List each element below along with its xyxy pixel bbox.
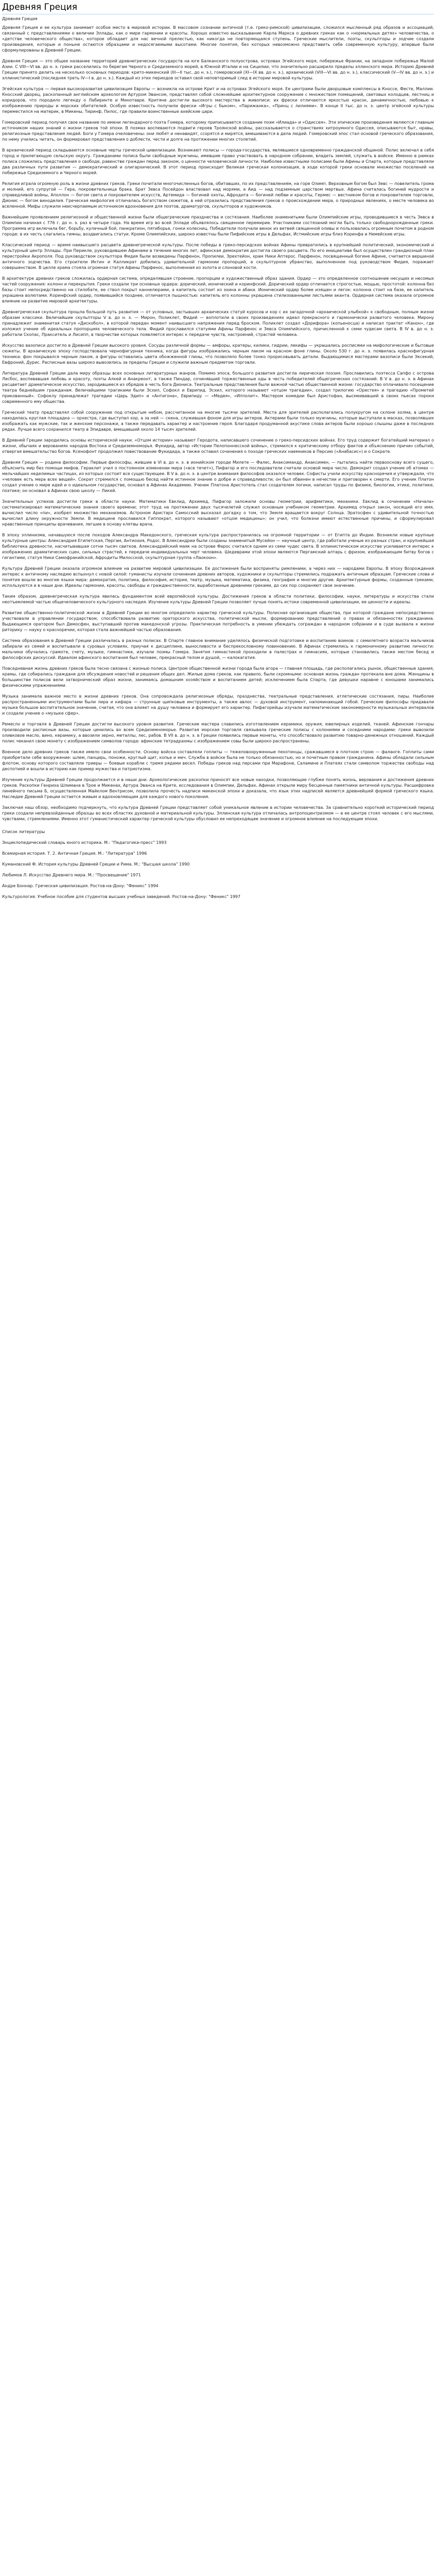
- paragraph: Военное дело древних греков также имело свои особенности. Основу войска составляли гоплиты — тяжеловооруженные пехотинцы, сражавшиеся в плотном строю — фаланге. Гоплиты сами приобретали себе вооружение: шлем, панцирь, поножи, круглый щит, копье и меч. Служба в войске была не только обязанностью, но и почетным правом гражданина. Афины обладали сильным флотом, основу которого составляли триеры — боевые корабли с тремя рядами весел. Победы греков над персами при Марафоне, Саламине и Платеях стали символом торжества свободы над деспотией и вошли в историю как пример мужества и патриотизма.: [2, 750, 434, 771]
- page-title: Древняя Греция: [2, 2, 434, 14]
- paragraph: Религия играла огромную роль в жизни древних греков. Греки почитали многочисленных богов, обитавших, по их представлениям, на горе Олимп. Верховным богом был Зевс — повелитель грома и молний, его супругой — Гера, покровительница брака. Брат Зевса Посейдон властвовал над морями, а Аид — над подземным царством мертвых. Афина считалась богиней мудрости и справедливой войны, Аполлон — богом света и покровителем искусств, Артемида — богиней охоты, Афродита — богиней любви и красоты, Гермес — вестником богов и покровителем торговли, Дионис — богом виноделия. Греческая мифология отличалась богатством сюжетов, в ней отразились представления греков о происхождении мира, о природных явлениях, о месте человека во вселенной. Мифы служили неисчерпаемым источником вдохновения для поэтов, драматургов, скульпторов и художников.: [2, 181, 434, 209]
- references-list: [2, 840, 434, 900]
- paragraph: Важнейшим проявлением религиозной и общественной жизни были общегреческие празднества и состязания. Наиболее знаменитыми были Олимпийские игры, проводившиеся в честь Зевса в Олимпии начиная с 776 г. до н. э. раз в четыре года. На время игр во всей Элладе объявлялось священное перемирие. Участниками состязаний могли быть только свободнорожденные греки. Программа игр включала бег, борьбу, кулачный бой, панкратион, пятиборье, гонки колесниц. Победители получали венок из ветвей священной оливы и пользовались огромным почетом в родном городе: в их честь слагались гимны, воздвигались статуи. Кроме Олимпийских, широко известны были Пифийские игры в Дельфах, Истмийские игры близ Коринфа и Немейские игры.: [2, 215, 434, 236]
- paragraph: Гомеровский период получил свое название по имени легендарного поэта Гомера, которому приписывается создание поэм «Илиада» и «Одиссея». Эти эпические произведения являются главным источником наших знаний о жизни греков той эпохи. В поэмах воспеваются подвиги героев Троянской войны, рассказывается о странствиях хитроумного Одиссея, описываются быт, нравы, религиозные представления людей. Боги у Гомера очеловечены: они любят и ненавидят, ссорятся и мирятся, вмешиваются в дела людей. Гомеровский эпос стал основой греческого образования, по нему учились читать, он формировал представления о доблести, чести и долге на протяжении многих столетий.: [2, 120, 434, 142]
- paragraph: Заключая наш обзор, необходимо подчеркнуть, что культура Древней Греции представляет собой уникальное явление в истории человечества. За сравнительно короткий исторический период греки создали непревзойденные образцы во всех областях духовной и материальной культуры. Эллинская культура отличалась антропоцентризмом — в ее центре стоял человек с его мыслями, чувствами, стремлениями. Именно этот гуманистический характер греческой культуры обусловил ее непреходящее значение и огромное влияние на последующие эпохи.: [2, 805, 434, 821]
- reference-item: Кумановский Ф. История культуры Древней Греции и Рима. М.: "Высшая школа" 1990: [2, 862, 190, 867]
- paragraph: Развитие общественно-политической жизни в Древней Греции во многом определило характер греческой культуры. Полисная организация общества, при которой граждане непосредственно участвовали в управлении государством, способствовала развитию ораторского искусства, политической мысли, формированию представлений о правах и обязанностях гражданина. Выдающимся оратором был Демосфен, выступавший против македонской угрозы. Практическая потребность в умении убеждать сограждан в народном собрании и в суде вызвала к жизни риторику — науку о красноречии, которая стала важнейшей частью образования.: [2, 611, 434, 632]
- paragraph: Классический период — время наивысшего расцвета древнегреческой культуры. После победы в греко-персидских войнах Афины превратились в крупнейший политический, экономический и культурный центр Эллады. При Перикле, руководившем Афинами в течение многих лет, афинская демократия достигла своего расцвета. По его инициативе был осуществлен грандиозный план перестройки Акрополя. Под руководством скульптора Фидия были возведены Парфенон, Пропилеи, Эрехтейон, храм Ники Аптерос. Парфенон, посвященный богине Афине, считается вершиной античного зодчества. Его строители Иктин и Калликрат добились удивительной гармонии пропорций, а скульптурное убранство, выполненное под руководством Фидия, поражает совершенством. В целле храма стояла огромная статуя Афины Парфенос, выполненная из золота и слоновой кости.: [2, 243, 434, 270]
- paragraph: Искусство вазописи достигло в Древней Греции высокого уровня. Сосуды различной формы — амфоры, кратеры, килики, гидрии, лекифы — украшались росписями на мифологические и бытовые сюжеты. В архаическую эпоху господствовала чернофигурная техника, когда фигуры изображались черным лаком на красном фоне глины. Около 530 г. до н. э. появилась краснофигурная техника: фон покрывался черным лаком, а фигуры оставались цвета обожженной глины, что позволяло более тонко прорисовывать детали. Выдающимися мастерами вазописи были Эксекий, Евфроний, Дурис. Расписные вазы широко вывозились за пределы Греции и служили важным предметом торговли.: [2, 343, 434, 365]
- paragraph: Эгейская культура — первая высокоразвитая цивилизация Европы — возникла на острове Крит и на островах Эгейского моря. Ее центрами были дворцовые комплексы в Кноссе, Фесте, Маллии. Кносский дворец, раскопанный английским археологом Артуром Эвансом, представлял собой сложнейшее архитектурное сооружение с множеством помещений, световых колодцев, лестниц и коридоров, что породило легенду о Лабиринте и Минотавре. Критяне достигли высокого мастерства в живописи: их фрески отличаются яркостью красок, динамичностью, любовью к изображению природы и морских обитателей. Особую известность получили фрески «Игры с быком», «Парижанка», «Принц с лилиями». В конце II тыс. до н. э. центр эгейской культуры переместился на материк, в Микены, Тиринф, Пилос, где правили воинственные ахейские цари.: [2, 87, 434, 114]
- reference-item: Любимов Л. Искусство Древнего мира. М.: "Просвещение" 1971: [2, 873, 141, 877]
- reference-item: Культурология. Учебное пособие для студентов высших учебных заведений. Ростов-на-Дону: "Феникс" 1997: [2, 894, 240, 899]
- paragraph: Система образования в Древней Греции различалась в разных полисах. В Спарте главное внимание уделялось физической подготовке и воспитанию воинов: с семилетнего возраста мальчиков забирали из семей и воспитывали в суровых условиях, приучая к дисциплине, выносливости и беспрекословному повиновению. В Афинах стремились к гармоничному развитию личности: мальчики обучались грамоте, счету, музыке, гимнастике, изучали поэмы Гомера. Занятия гимнастикой проходили в палестрах и гимнасиях, которые становились также местом бесед и философских дискуссий. Идеалом афинского воспитания был человек, прекрасный телом и душой, — калокагатия.: [2, 638, 434, 660]
- article-subtitle: Древняя Греция: [2, 16, 38, 21]
- paragraph: В эпоху эллинизма, начавшуюся после походов Александра Македонского, греческая культура распространилась на огромной территории — от Египта до Индии. Возникли новые крупные культурные центры: Александрия Египетская, Пергам, Антиохия, Родос. В Александрии были созданы знаменитый Мусейон — научный центр, где работали ученые из разных стран, и крупнейшая библиотека древности, насчитывавшая сотни тысяч свитков. Александрийский маяк на острове Фарос считался одним из семи чудес света. В эллинистическом искусстве усиливается интерес к изображению драматических сцен, сильных страстей, к передаче индивидуальных черт человека. Шедеврами этой эпохи являются Пергамский алтарь с фризом, изображающим битву богов с гигантами, статуя Ники Самофракийской, Афродиты Милосской, скульптурная группа «Лаокоон».: [2, 533, 434, 560]
- paragraph: В Древней Греции зародились основы исторической науки. «Отцом истории» называют Геродота, написавшего сочинение о греко-персидских войнах. Его труд содержит богатейший материал о жизни, обычаях и верованиях народов Востока и Средиземноморья. Фукидид, автор «Истории Пелопоннесской войны», стремился к критическому отбору фактов и объяснению причин событий, отвергая вмешательство богов. Ксенофонт продолжил повествование Фукидида, а также оставил сочинения о походе греческих наемников в Персию («Анабасис») и о Сократе.: [2, 438, 434, 454]
- paragraph: Культура Древней Греции оказала огромное влияние на развитие мировой цивилизации. Ее достижения были восприняты римлянами, а через них — народами Европы. В эпоху Возрождения интерес к античному наследию вспыхнул с новой силой: гуманисты изучали сочинения древних авторов, художники и скульпторы стремились подражать античным образцам. Греческие слова и понятия вошли во многие языки мира: демократия, политика, философия, история, театр, музыка, математика, физика, география и многие другие. Архитектурные формы, созданные греками, используются и в наши дни. Идеалы гармонии, красоты, свободы и гражданственности, выработанные древними греками, до сих пор сохраняют свое значение.: [2, 566, 434, 588]
- paragraph: Повседневная жизнь древних греков была тесно связана с жизнью полиса. Центром общественной жизни города была агора — главная площадь, где располагались рынок, общественные здания, храмы, где собирались граждане для обсуждения новостей и решения общих дел. Жилые дома греков, как правило, были скромными: основная жизнь граждан протекала вне дома. Женщины в большинстве полисов вели затворнический образ жизни, занимаясь домашним хозяйством и воспитанием детей; исключением была Спарта, где девушки наравне с юношами занимались физическими упражнениями.: [2, 666, 434, 688]
- paragraph: Древняя Греция — родина философии. Первые философы, жившие в VI в. до н. э. в ионийском городе Милете — Фалес, Анаксимандр, Анаксимен, — пытались найти первооснову всего сущего, объяснить мир без помощи мифов. Гераклит учил о постоянном изменении мира («все течет»), Пифагор и его последователи считали основой мира число. Демокрит создал учение об атомах — мельчайших неделимых частицах, из которых состоит все существующее. В V в. до н. э. в центре внимания философов оказался человек. Софисты учили искусству красноречия и утверждали, что «человек есть мера всех вещей». Сократ стремился с помощью бесед найти истинное знание о добре и справедливости; он был обвинен в нечестии и приговорен к смерти. Его ученик Платон создал учение о мире идей и о идеальном государстве, основал в Афинах Академию. Ученик Платона Аристотель стал создателем логики, написал труды по физике, биологии, этике, политике, поэтике; он основал в Афинах свою школу — Ликей.: [2, 460, 434, 493]
- paragraph: Музыка занимала важное место в жизни древних греков. Она сопровождала религиозные обряды, празднества, театральные представления, атлетические состязания, пиры. Наиболее распространенными инструментами были лира и кифара — струнные щипковые инструменты, а также авлос — духовой инструмент, напоминающий гобой. Греческие философы придавали музыке большое воспитательное значение, считая, что она влияет на душу человека и формирует его характер. Пифагорейцы изучали математические закономерности музыкальных интервалов и создали учение о «музыке сфер».: [2, 694, 434, 716]
- paragraph: В архитектуре древних греков сложилась ордерная система, определявшая строение, пропорции и художественный образ здания. Ордер — это определенное соотношение несущих и несомых частей сооружения: колонн и перекрытия. Греки создали три основных ордера: дорический, ионический и коринфский. Дорический ордер отличается строгостью, мощью, простотой: колонна без базы стоит непосредственно на стилобате, ее ствол покрыт каннелюрами, а капитель состоит из эхина и абаки. Ионический ордер более изящен и легок: колонна стоит на базе, ее капитель украшена волютами. Коринфский ордер, появившийся позднее, отличается пышностью: капитель его колонны украшена стилизованными листьями аканта. Ордерная система оказала огромное влияние на развитие мировой архитектуры.: [2, 276, 434, 303]
- paragraph: Значительных успехов достигли греки в области науки. Математики Евклид, Архимед, Пифагор заложили основы геометрии, арифметики, механики. Евклид в сочинении «Начала» систематизировал математические знания своего времени; этот труд на протяжении двух тысячелетий служил основным учебником геометрии. Архимед открыл закон, носящий его имя, вычислил число «пи», изобрел множество механизмов. Астроном Аристарх Самосский высказал догадку о том, что Земля вращается вокруг Солнца. Эратосфен с удивительной точностью вычислил длину окружности Земли. В медицине прославился Гиппократ, которого называют «отцом медицины»; он учил, что болезни имеют естественные причины, и сформулировал нравственные принципы врачевания, легшие в основу клятвы врача.: [2, 499, 434, 527]
- paragraph: Древняя Греция и ее культура занимает особое место в мировой истории. В массовом сознании античной (т.е. греко-римской) цивилизации, сложился мысленный ряд образов и ассоциаций, связанный с представлениями о величии Эллады, как о мире гармонии и красоты. Хорошо известно высказывание Карла Маркса о древних греках как о «нормальных детях» человечества, о «детстве человеческого общества», которое обладает для нас вечной прелестью, как никогда не повторяющаяся ступень. Греческие мыслители, поэты, скульпторы и зодчие создали произведения, которые и поныне остаются образцами и недосягаемыми высотами. Многие понятия, без которых невозможно представить себе современную культуру, впервые были сформулированы в Древней Греции.: [2, 25, 434, 53]
- paragraph: Греческий театр представлял собой сооружение под открытым небом, рассчитанное на многие тысячи зрителей. Места для зрителей располагались полукругом на склоне холма, в центре находилась круглая площадка — орхестра, где выступал хор, а за ней — скена, служившая фоном для игры актеров. Актерами были только мужчины, которые выступали в масках, позволявших изображать как мужские, так и женские персонажи, а также передавать характер и настроение героя. Благодаря продуманной акустике слова актеров были хорошо слышны даже в последних рядах. Лучше всего сохранился театр в Эпидавре, вмещавший около 14 тысяч зрителей.: [2, 410, 434, 432]
- paragraph: В архаический период складываются основные черты греческой цивилизации. Возникают полисы — города-государства, являвшиеся одновременно гражданской общиной. Полис включал в себя город и прилегающую сельскую округу. Гражданами полиса были свободные мужчины, имевшие право участвовать в народном собрании, владеть землей, служить в войске. Именно в рамках полиса сложились представления о свободе, равенстве граждан перед законом, о ценности человеческой личности. Наиболее известными полисами были Афины и Спарта, которые представляли два различных пути развития — демократический и олигархический. В этот период происходит Великая греческая колонизация, в ходе которой греки основали множество поселений на побережье Средиземного и Черного морей.: [2, 148, 434, 175]
- reference-item: Всемирная история. Т. 2. Античная Греция. М.: "Литература" 1996: [2, 851, 147, 856]
- paragraph: Ремесло и торговля в Древней Греции достигли высокого уровня развития. Греческие мастера славились изготовлением керамики, оружия, ювелирных изделий, тканей. Афинские гончары производили расписные вазы, которые ценились во всем Средиземноморье. Развитая морская торговля связывала греческие полисы с колониями и соседними народами: греки вывозили оливковое масло, вино, керамику, а ввозили зерно, металлы, лес, рабов. В VII в. до н. э. в Греции появились первые монеты, что способствовало развитию товарно-денежных отношений. Каждый полис чеканил свою монету с изображением символов города: афинские тетрадрахмы с изображением совы были широко распространены.: [2, 722, 434, 743]
- references-heading: Список литературы: [2, 829, 45, 834]
- paragraph: Древнегреческая скульптура прошла большой путь развития — от условных, застывших архаических статуй куросов и кор с их загадочной «архаической улыбкой» к свободным, полным жизни образам классики. Величайшие скульпторы V в. до н. э. — Мирон, Поликлет, Фидий — воплотили в своих произведениях идеал прекрасного и гармонически развитого человека. Мирону принадлежит знаменитая статуя «Дискобол», в которой передан момент наивысшего напряжения перед броском. Поликлет создал «Дорифора» (копьеносца) и написал трактат «Канон», где изложил учение об идеальных пропорциях человеческого тела. Фидий прославился статуями Афины Парфенос и Зевса Олимпийского, причисленной к семи чудесам света. В IV в. до н. э. работали Скопас, Пракситель и Лисипп, в творчестве которых появляется интерес к передаче чувств, настроений, страстей человека.: [2, 310, 434, 337]
- paragraph: Литература Древней Греции дала миру образцы всех основных литературных жанров. Помимо эпоса, большого развития достигла лирическая поэзия. Прославились поэтесса Сапфо с острова Лесбос, воспевавшая любовь и красоту, поэты Алкей и Анакреонт, а также Пиндар, сочинявший торжественные оды в честь победителей общегреческих состязаний. В V в. до н. э. в Афинах расцветает драматическое искусство, зародившееся из обрядов в честь бога Диониса. Театральные представления были важной частью общественной жизни: государство оплачивало посещение театра беднейшим гражданам. Величайшими трагиками были Эсхил, Софокл и Еврипид. Эсхил, которого называют «отцом трагедии», создал трилогию «Орестея» и трагедию «Прометей прикованный». Софоклу принадлежат трагедии «Царь Эдип» и «Антигона», Еврипиду — «Медея», «Ипполит». Мастером комедии был Аристофан, высмеивавший в своих пьесах пороки современного ему общества.: [2, 371, 434, 404]
- paragraph: Таким образом, древнегреческая культура явилась фундаментом всей европейской культуры. Достижения греков в области политики, философии, науки, литературы и искусства стали неотъемлемой частью общечеловеческого культурного наследия. Изучение культуры Древней Греции позволяет лучше понять истоки современной цивилизации, ее ценности и идеалы.: [2, 594, 434, 604]
- paragraph: Древняя Греция — это общее название территорий древнегреческих государств на юге Балканского полуострова, островах Эгейского моря, побережье Фракии, на западном побережье Малой Азии. С VIII—VI вв. до н. э. греки расселились по берегам Черного и Средиземного морей, в Южной Италии и на Сицилии, что значительно расширило пределы эллинского мира. Историю Древней Греции принято делить на несколько основных периодов: крито-микенский (III—II тыс. до н. э.), гомеровский (XI—IX вв. до н. э.), архаический (VIII—VI вв. до н. э.), классический (V—IV вв. до н. э.) и эллинистический (последняя треть IV—I в. до н. э.). Каждый из этих периодов оставил свой неповторимый след в истории мировой культуры.: [2, 59, 434, 80]
- article-body: [2, 25, 434, 822]
- reference-item: Энциклопедический словарь юного историка. М.: "Педагогика-пресс" 1993: [2, 840, 167, 845]
- document-page: [0, 0, 436, 900]
- paragraph: Изучение культуры Древней Греции продолжается и в наши дни. Археологические раскопки приносят все новые находки, позволяющие глубже понять жизнь, верования и достижения древних греков. Раскопки Генриха Шлимана в Трое и Микенах, Артура Эванса на Крите, исследования в Олимпии, Дельфах, Афинах открыли миру бесценные памятники античной культуры. Расшифровка линейного письма Б, осуществленная Майклом Вентрисом, позволила прочесть надписи микенской эпохи и доказала, что язык этих надписей является древнейшей формой греческого языка. Наследие Древней Греции остается живым и вдохновляющим для каждого нового поколения.: [2, 777, 434, 799]
- reference-item: Андре Боннар. Греческая цивилизация. Ростов-на-Дону: "Феникс" 1994: [2, 884, 159, 888]
